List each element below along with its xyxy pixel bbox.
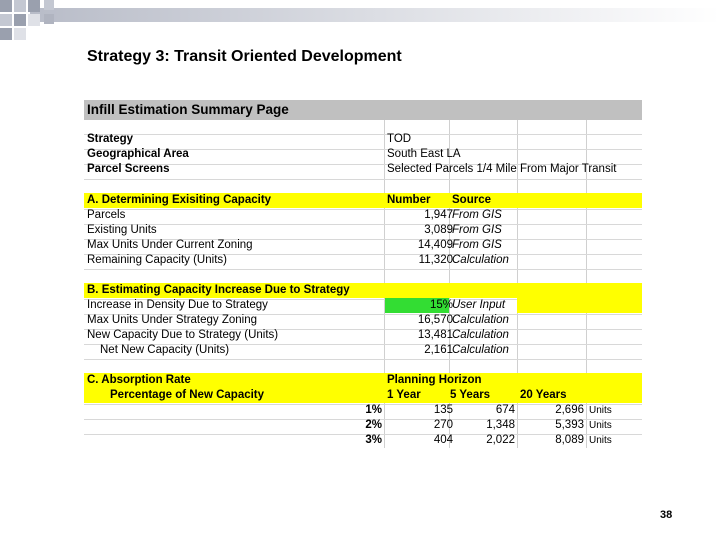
unit-label: Units <box>589 405 612 416</box>
unit-label: Units <box>589 435 612 446</box>
table-row <box>84 223 642 238</box>
table-row <box>84 313 642 328</box>
units-5-years: 674 <box>495 404 515 416</box>
absorption-rate: 2% <box>365 419 382 431</box>
row-number: 13,481 <box>417 329 453 341</box>
section-b-header <box>84 283 642 298</box>
col-5-years: 5 Years <box>450 389 491 401</box>
row-label: Remaining Capacity (Units) <box>87 254 227 266</box>
table-row <box>84 418 642 433</box>
col-source-header: Source <box>452 194 491 206</box>
row-number: 2,161 <box>424 344 453 356</box>
section-c-header <box>84 373 642 403</box>
row-number: 16,570 <box>417 314 453 326</box>
units-1-year: 270 <box>433 419 453 431</box>
table-row <box>84 238 642 253</box>
table-row <box>84 403 642 418</box>
unit-label: Units <box>589 420 612 431</box>
table-row <box>84 343 642 358</box>
row-source: From GIS <box>452 209 502 221</box>
units-5-years: 2,022 <box>486 434 515 446</box>
absorption-rate: 1% <box>365 404 382 416</box>
section-b-title: B. Estimating Capacity Increase Due to Strategy <box>87 284 350 296</box>
decorative-header-pattern <box>0 0 720 50</box>
units-5-years: 1,348 <box>486 419 515 431</box>
summary-spreadsheet <box>84 100 642 448</box>
col-1-year: 1 Year <box>387 389 421 401</box>
section-c-subtitle: Percentage of New Capacity <box>110 389 265 401</box>
row-number: 3,089 <box>424 224 453 236</box>
row-label: Increase in Density Due to Strategy <box>87 299 268 311</box>
info-label: Geographical Area <box>87 148 189 160</box>
section-c-title: C. Absorption Rate <box>87 374 191 386</box>
row-label: Existing Units <box>87 224 157 236</box>
table-row <box>84 253 642 268</box>
row-label: Parcels <box>87 209 126 221</box>
units-1-year: 404 <box>433 434 453 446</box>
row-source: From GIS <box>452 224 502 236</box>
info-row-strategy <box>84 132 642 147</box>
slide-title: Strategy 3: Transit Oriented Development <box>87 48 402 65</box>
section-a-title: A. Determining Exisiting Capacity <box>87 194 272 206</box>
page-number: 38 <box>660 509 673 521</box>
info-value: South East LA <box>387 148 461 160</box>
units-20-years: 2,696 <box>555 404 584 416</box>
units-20-years: 5,393 <box>555 419 584 431</box>
row-number: 1,947 <box>424 209 453 221</box>
row-label: Max Units Under Current Zoning <box>87 239 253 251</box>
planning-horizon-label: Planning Horizon <box>387 374 482 386</box>
sheet-header-title: Infill Estimation Summary Page <box>87 102 289 117</box>
table-row <box>84 298 642 313</box>
row-number: 14,409 <box>417 239 453 251</box>
info-value: TOD <box>387 133 412 145</box>
row-label: New Capacity Due to Strategy (Units) <box>87 329 279 341</box>
section-a-header <box>84 193 642 208</box>
info-label: Parcel Screens <box>87 163 170 175</box>
units-1-year: 135 <box>433 404 453 416</box>
absorption-rate: 3% <box>365 434 382 446</box>
info-label: Strategy <box>87 133 134 145</box>
density-input-cell[interactable]: 15% <box>429 299 453 311</box>
info-row-area <box>84 147 642 162</box>
table-row <box>84 433 642 448</box>
row-source: Calculation <box>452 344 509 356</box>
row-source: Calculation <box>452 329 509 341</box>
info-value: Selected Parcels 1/4 Mile From Major Transit <box>387 163 617 175</box>
row-source: Calculation <box>452 254 509 266</box>
table-row <box>84 208 642 223</box>
row-source: From GIS <box>452 239 502 251</box>
col-20-years: 20 Years <box>520 389 567 401</box>
row-number: 11,320 <box>418 254 453 266</box>
row-source: Calculation <box>452 314 509 326</box>
sheet-header <box>84 100 642 120</box>
units-20-years: 8,089 <box>555 434 584 446</box>
col-number-header: Number <box>387 194 431 206</box>
row-label: Max Units Under Strategy Zoning <box>87 314 258 326</box>
info-row-screens <box>84 162 642 177</box>
row-label: Net New Capacity (Units) <box>100 344 230 356</box>
row-source: User Input <box>452 299 506 311</box>
table-row <box>84 328 642 343</box>
